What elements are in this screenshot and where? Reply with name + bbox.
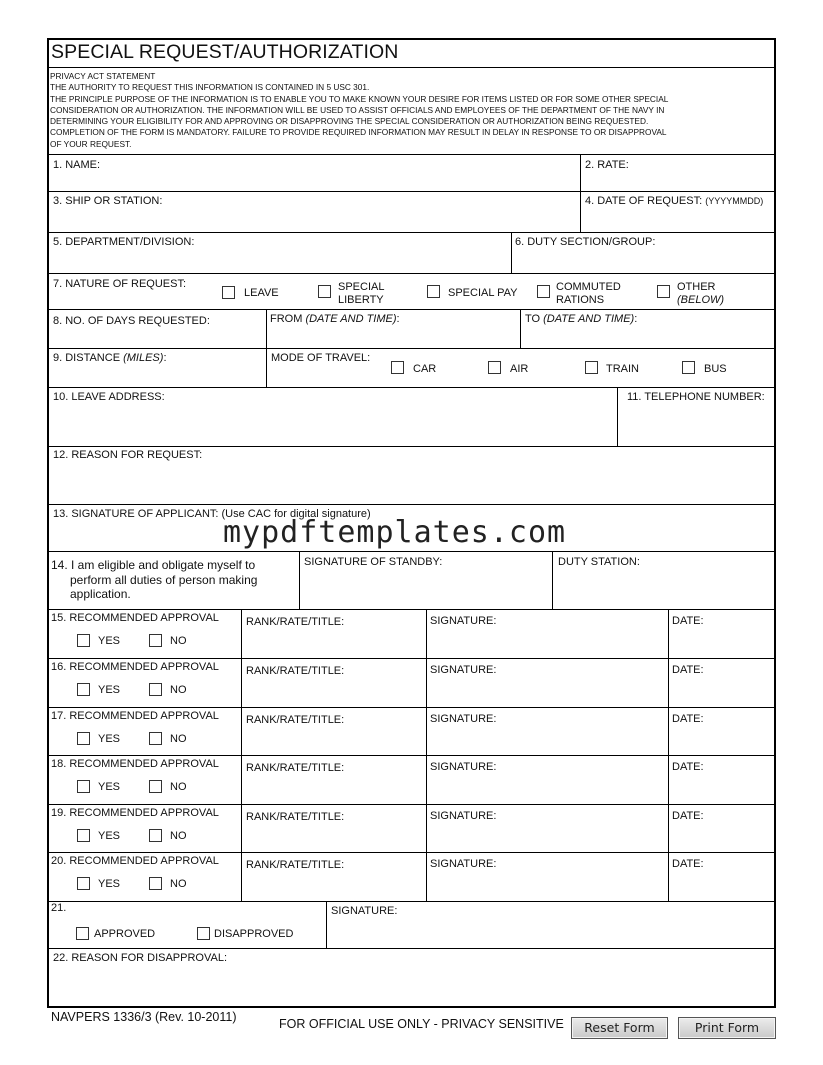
bus-checkbox[interactable]: [682, 361, 695, 374]
approval-yes-label: YES: [98, 830, 121, 842]
divider: [426, 707, 427, 755]
air-checkbox[interactable]: [488, 361, 501, 374]
approval-no-label: NO: [170, 781, 187, 793]
final-signature-field[interactable]: SIGNATURE:: [331, 905, 398, 917]
approval-yes-checkbox[interactable]: [77, 877, 90, 890]
date-of-request-field[interactable]: 4. DATE OF REQUEST: (YYYYMMDD): [585, 195, 764, 207]
approval-date-field[interactable]: DATE:: [672, 858, 704, 870]
nature-of-request-label: 7. NATURE OF REQUEST:: [53, 278, 187, 290]
approval-yes-label: YES: [98, 635, 121, 647]
divider: [47, 852, 776, 853]
approval-yes-label: YES: [98, 733, 121, 745]
approval-no-label: NO: [170, 635, 187, 647]
approval-label: 17. RECOMMENDED APPROVAL: [51, 710, 219, 722]
special-pay-label: SPECIAL PAY: [448, 287, 518, 299]
leave-label: LEAVE: [244, 287, 279, 299]
divider: [47, 804, 776, 805]
watermark: mypdftemplates.com: [223, 515, 567, 550]
divider: [668, 707, 669, 755]
mode-of-travel-label: MODE OF TRAVEL:: [271, 352, 371, 364]
rank-rate-title-field[interactable]: RANK/RATE/TITLE:: [246, 811, 345, 823]
approved-label: APPROVED: [94, 928, 156, 940]
form-title: SPECIAL REQUEST/AUTHORIZATION: [51, 41, 399, 63]
approval-signature-field[interactable]: SIGNATURE:: [430, 858, 497, 870]
approval-no-checkbox[interactable]: [149, 780, 162, 793]
divider: [47, 658, 776, 659]
privacy-notice: FOR OFFICIAL USE ONLY - PRIVACY SENSITIVE: [279, 1017, 564, 1031]
approval-no-checkbox[interactable]: [149, 877, 162, 890]
other-checkbox[interactable]: [657, 285, 670, 298]
rate-field[interactable]: 2. RATE:: [585, 159, 629, 171]
approval-date-field[interactable]: DATE:: [672, 713, 704, 725]
divider: [241, 804, 242, 852]
approval-yes-label: YES: [98, 781, 121, 793]
divider: [241, 658, 242, 707]
item-21-label: 21.: [51, 902, 67, 914]
approval-yes-checkbox[interactable]: [77, 780, 90, 793]
commuted-rations-checkbox[interactable]: [537, 285, 550, 298]
privacy-line: DETERMINING YOUR ELIGIBILITY FOR AND APPROVING OR DISAPPROVING THE SPECIAL CONSIDERATION OR AUTHORIZATION BEING REQUESTED.: [50, 116, 649, 127]
rank-rate-title-field[interactable]: RANK/RATE/TITLE:: [246, 859, 345, 871]
applicant-signature-field[interactable]: 13. SIGNATURE OF APPLICANT: (Use CAC for digital signature): [53, 508, 371, 520]
rank-rate-title-field[interactable]: RANK/RATE/TITLE:: [246, 665, 345, 677]
approval-date-field[interactable]: DATE:: [672, 761, 704, 773]
privacy-line: COMPLETION OF THE FORM IS MANDATORY. FAILURE TO PROVIDE REQUIRED INFORMATION MAY RESULT IN DELAY IN RESPONSE TO OR DISAPPROVAL: [50, 127, 667, 138]
approval-no-label: NO: [170, 878, 187, 890]
approval-yes-checkbox[interactable]: [77, 732, 90, 745]
approval-yes-label: YES: [98, 684, 121, 696]
print-form-button[interactable]: Print Form: [678, 1017, 776, 1039]
approval-no-label: NO: [170, 830, 187, 842]
reason-for-request-field[interactable]: 12. REASON FOR REQUEST:: [53, 449, 203, 461]
air-label: AIR: [510, 363, 529, 375]
approval-no-checkbox[interactable]: [149, 634, 162, 647]
standby-signature-field[interactable]: SIGNATURE OF STANDBY:: [304, 556, 443, 568]
approval-signature-field[interactable]: SIGNATURE:: [430, 761, 497, 773]
train-label: TRAIN: [606, 363, 639, 375]
special-liberty-label: SPECIAL LIBERTY: [338, 281, 385, 306]
divider: [426, 804, 427, 852]
approval-label: 18. RECOMMENDED APPROVAL: [51, 758, 219, 770]
car-checkbox[interactable]: [391, 361, 404, 374]
privacy-line: PRIVACY ACT STATEMENT: [50, 71, 156, 81]
to-date-field[interactable]: TO (DATE AND TIME):: [525, 313, 638, 325]
divider: [241, 755, 242, 804]
train-checkbox[interactable]: [585, 361, 598, 374]
divider: [47, 755, 776, 756]
divider: [426, 852, 427, 901]
special-liberty-checkbox[interactable]: [318, 285, 331, 298]
duty-station-field[interactable]: DUTY STATION:: [558, 556, 640, 568]
special-pay-checkbox[interactable]: [427, 285, 440, 298]
form-id: NAVPERS 1336/3 (Rev. 10-2011): [51, 1010, 237, 1024]
ship-station-field[interactable]: 3. SHIP OR STATION:: [53, 195, 163, 207]
divider: [668, 804, 669, 852]
days-requested-field[interactable]: 8. NO. OF DAYS REQUESTED:: [53, 315, 210, 327]
approval-yes-checkbox[interactable]: [77, 634, 90, 647]
from-date-field[interactable]: FROM (DATE AND TIME):: [270, 313, 400, 325]
approval-label: 19. RECOMMENDED APPROVAL: [51, 807, 219, 819]
rank-rate-title-field[interactable]: RANK/RATE/TITLE:: [246, 762, 345, 774]
other-label: OTHER (BELOW): [677, 281, 725, 306]
leave-address-field[interactable]: 10. LEAVE ADDRESS:: [53, 391, 165, 403]
disapproved-checkbox[interactable]: [197, 927, 210, 940]
name-field[interactable]: 1. NAME:: [53, 159, 101, 171]
reason-for-disapproval-field[interactable]: 22. REASON FOR DISAPPROVAL:: [53, 952, 228, 964]
approval-signature-field[interactable]: SIGNATURE:: [430, 615, 497, 627]
divider: [426, 609, 427, 658]
telephone-field[interactable]: 11. TELEPHONE NUMBER:: [627, 391, 765, 403]
approval-no-checkbox[interactable]: [149, 683, 162, 696]
approval-label: 15. RECOMMENDED APPROVAL: [51, 612, 219, 624]
bus-label: BUS: [704, 363, 727, 375]
reset-form-button[interactable]: Reset Form: [571, 1017, 668, 1039]
approval-yes-label: YES: [98, 878, 121, 890]
approval-label: 20. RECOMMENDED APPROVAL: [51, 855, 219, 867]
department-division-field[interactable]: 5. DEPARTMENT/DIVISION:: [53, 236, 195, 248]
privacy-line: OF YOUR REQUEST.: [50, 138, 132, 149]
approval-label: 16. RECOMMENDED APPROVAL: [51, 661, 219, 673]
rank-rate-title-field[interactable]: RANK/RATE/TITLE:: [246, 616, 345, 628]
privacy-line: CONSIDERATION OR AUTHORIZATION. THE INFORMATION WILL BE USED TO ASSIST OFFICIALS AND EMPLOYEES OF THE DEPARTMENT OF THE NAVY IN: [50, 104, 665, 115]
divider: [668, 852, 669, 901]
approval-no-checkbox[interactable]: [149, 732, 162, 745]
approval-yes-checkbox[interactable]: [77, 683, 90, 696]
divider: [47, 901, 776, 902]
approved-checkbox[interactable]: [76, 927, 89, 940]
leave-checkbox[interactable]: [222, 286, 235, 299]
approval-signature-field[interactable]: SIGNATURE:: [430, 810, 497, 822]
approval-signature-field[interactable]: SIGNATURE:: [430, 664, 497, 676]
divider: [426, 658, 427, 707]
approval-no-label: NO: [170, 684, 187, 696]
privacy-line: THE AUTHORITY TO REQUEST THIS INFORMATION IS CONTAINED IN 5 USC 301.: [50, 82, 370, 93]
divider: [241, 609, 242, 658]
divider: [668, 609, 669, 658]
approval-date-field[interactable]: DATE:: [672, 810, 704, 822]
divider: [426, 755, 427, 804]
duty-section-field[interactable]: 6. DUTY SECTION/GROUP:: [515, 236, 656, 248]
approval-no-checkbox[interactable]: [149, 829, 162, 842]
privacy-act-statement: [50, 71, 668, 150]
privacy-line: THE PRINCIPLE PURPOSE OF THE INFORMATION IS TO ENABLE YOU TO MAKE KNOWN YOUR DESIRE FOR ITEMS LISTED OR FOR SOME OTHER SPECIAL: [50, 93, 669, 104]
approval-yes-checkbox[interactable]: [77, 829, 90, 842]
car-label: CAR: [413, 363, 437, 375]
disapproved-label: DISAPPROVED: [214, 928, 294, 940]
approval-signature-field[interactable]: SIGNATURE:: [430, 713, 497, 725]
distance-field[interactable]: 9. DISTANCE (MILES):: [53, 352, 167, 364]
divider: [668, 755, 669, 804]
approval-date-field[interactable]: DATE:: [672, 615, 704, 627]
commuted-rations-label: COMMUTED RATIONS: [556, 281, 621, 306]
divider: [668, 658, 669, 707]
eligibility-statement: 14. I am eligible and obligate myself to perform all duties of person making application.: [51, 558, 258, 601]
divider: [241, 852, 242, 901]
divider: [241, 707, 242, 755]
approval-no-label: NO: [170, 733, 187, 745]
divider: [47, 707, 776, 708]
approval-date-field[interactable]: DATE:: [672, 664, 704, 676]
rank-rate-title-field[interactable]: RANK/RATE/TITLE:: [246, 714, 345, 726]
